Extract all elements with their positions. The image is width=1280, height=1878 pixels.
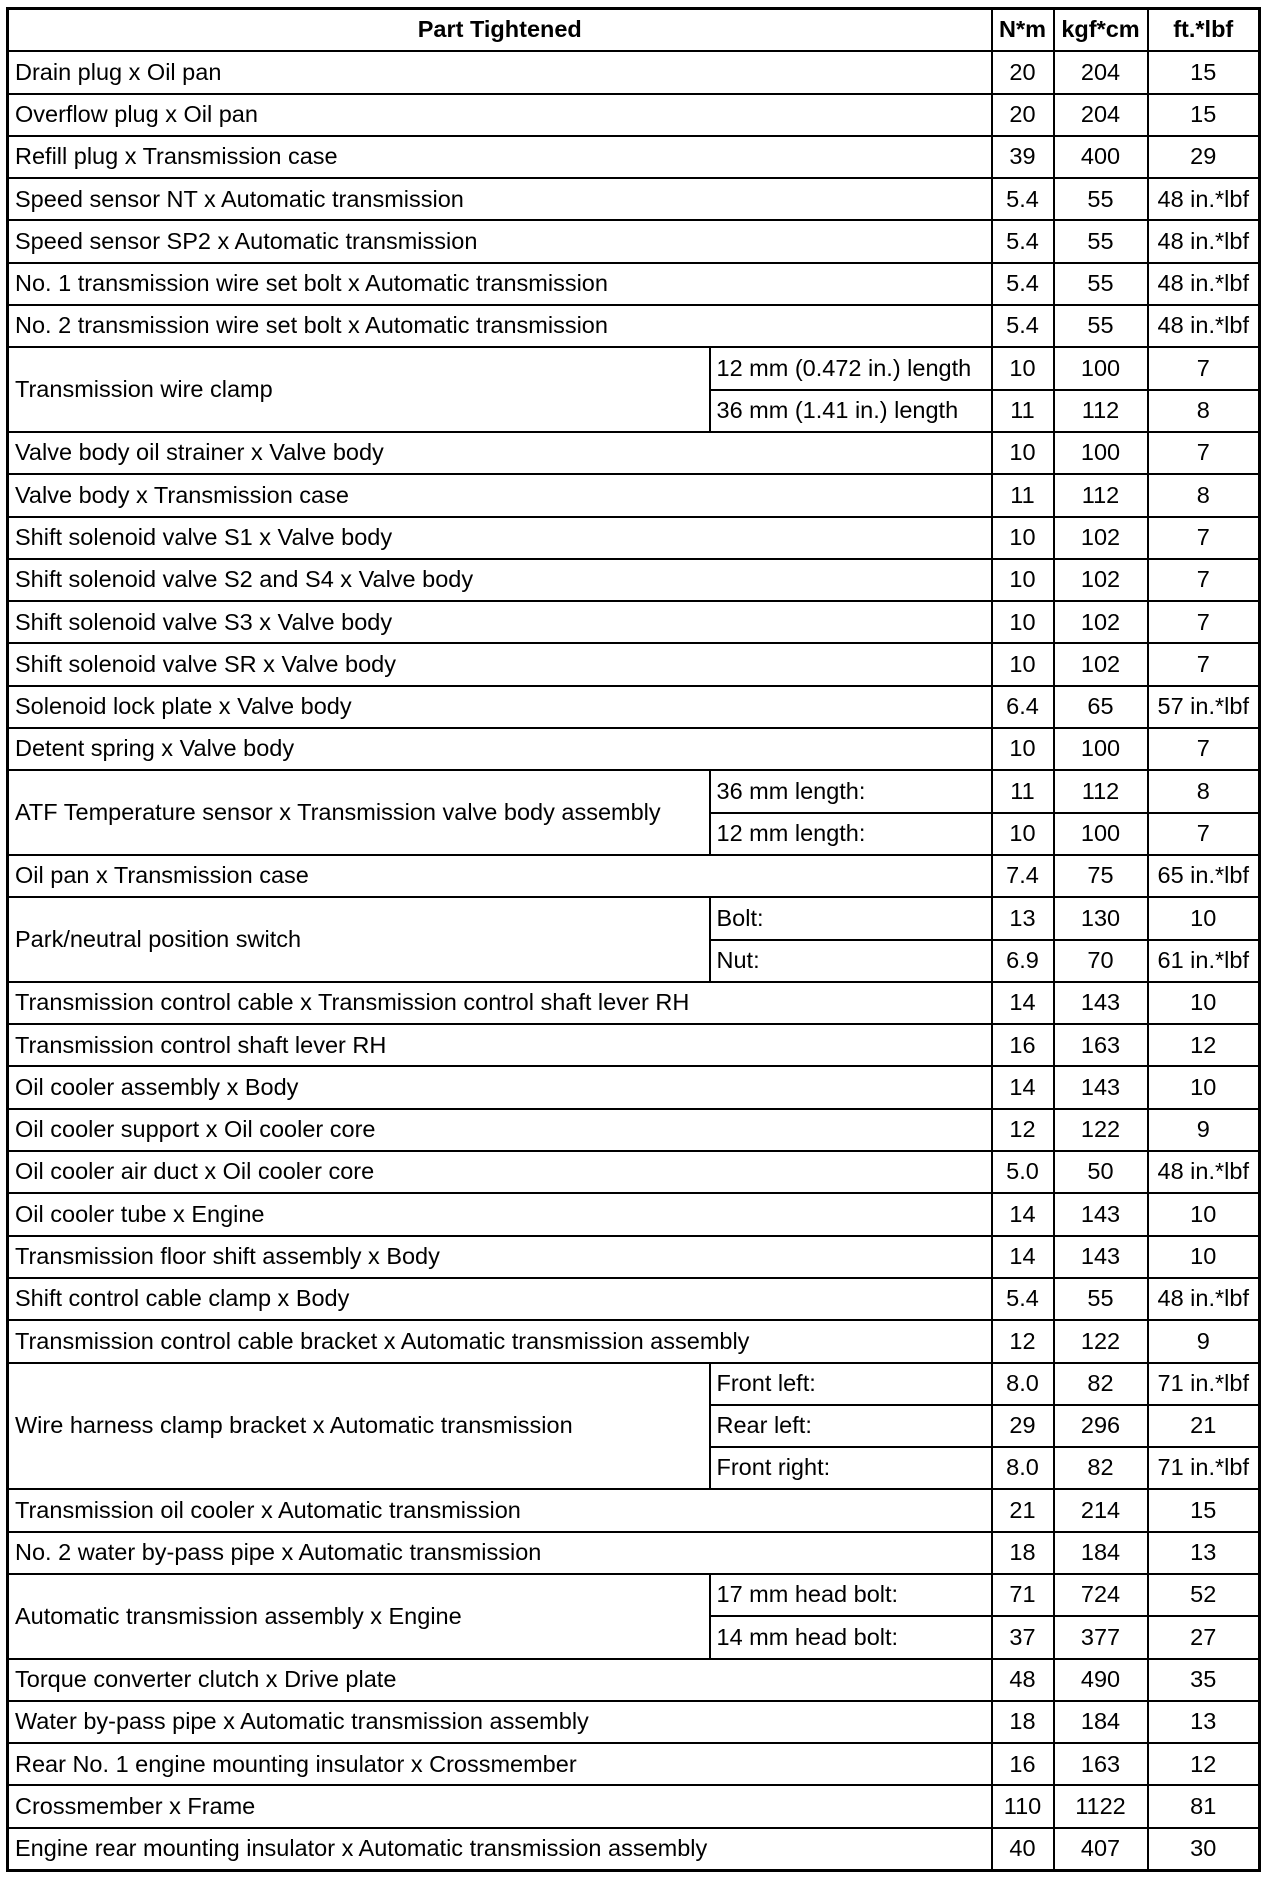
table-row [8,559,1260,601]
table-row [8,1701,1260,1743]
part-name-cell: Shift solenoid valve S2 and S4 x Valve body [8,559,992,601]
table-row [8,178,1260,220]
part-name-cell: Rear No. 1 engine mounting insulator x Crossmember [8,1743,992,1785]
table-row [8,1066,1260,1108]
part-name-cell: Speed sensor NT x Automatic transmission [8,178,992,220]
nm-value-cell: 6.9 [992,940,1054,982]
table-row [8,220,1260,262]
condition-cell: Front right: [710,1447,992,1489]
nm-value-cell: 8.0 [992,1447,1054,1489]
kgf-cm-value-cell: 50 [1054,1151,1148,1193]
ft-lbf-value-cell: 15 [1148,51,1260,93]
ft-lbf-value-cell: 7 [1148,728,1260,770]
kgf-cm-value-cell: 143 [1054,1236,1148,1278]
kgf-cm-value-cell: 184 [1054,1701,1148,1743]
ft-lbf-value-cell: 65 in.*lbf [1148,855,1260,897]
kgf-cm-value-cell: 143 [1054,982,1148,1024]
kgf-cm-value-cell: 1122 [1054,1785,1148,1827]
nm-value-cell: 11 [992,474,1054,516]
kgf-cm-value-cell: 82 [1054,1363,1148,1405]
table-row [8,51,1260,93]
ft-lbf-value-cell: 15 [1148,1489,1260,1531]
condition-cell: Bolt: [710,897,992,939]
nm-value-cell: 40 [992,1828,1054,1871]
part-name-cell: Shift solenoid valve SR x Valve body [8,643,992,685]
table-row [8,728,1260,770]
condition-cell: Front left: [710,1363,992,1405]
part-name-cell: Transmission control cable bracket x Automatic transmission assembly [8,1320,992,1362]
kgf-cm-value-cell: 296 [1054,1405,1148,1447]
nm-value-cell: 5.4 [992,178,1054,220]
nm-value-cell: 20 [992,51,1054,93]
ft-lbf-value-cell: 7 [1148,601,1260,643]
part-name-cell: Refill plug x Transmission case [8,136,992,178]
kgf-cm-value-cell: 204 [1054,94,1148,136]
table-row [8,94,1260,136]
nm-value-cell: 5.4 [992,220,1054,262]
nm-value-cell: 10 [992,347,1054,389]
part-name-cell: Oil cooler support x Oil cooler core [8,1109,992,1151]
nm-value-cell: 14 [992,982,1054,1024]
ft-lbf-value-cell: 8 [1148,390,1260,432]
table-row [8,1024,1260,1066]
part-name-cell: Transmission control shaft lever RH [8,1024,992,1066]
ft-lbf-value-cell: 9 [1148,1320,1260,1362]
table-row [8,432,1260,474]
table-row [8,1785,1260,1827]
table-row [8,1363,1260,1405]
ft-lbf-value-cell: 81 [1148,1785,1260,1827]
ft-lbf-value-cell: 27 [1148,1616,1260,1658]
nm-value-cell: 14 [992,1066,1054,1108]
kgf-cm-value-cell: 163 [1054,1743,1148,1785]
part-name-cell: Water by-pass pipe x Automatic transmission assembly [8,1701,992,1743]
ft-lbf-value-cell: 15 [1148,94,1260,136]
part-name-cell: Crossmember x Frame [8,1785,992,1827]
ft-lbf-value-cell: 7 [1148,643,1260,685]
ft-lbf-value-cell: 10 [1148,982,1260,1024]
ft-lbf-value-cell: 8 [1148,770,1260,812]
kgf-cm-value-cell: 100 [1054,728,1148,770]
part-name-cell: Valve body x Transmission case [8,474,992,516]
ft-lbf-value-cell: 48 in.*lbf [1148,1151,1260,1193]
nm-value-cell: 48 [992,1659,1054,1701]
kgf-cm-value-cell: 100 [1054,432,1148,474]
kgf-cm-value-cell: 143 [1054,1066,1148,1108]
part-name-cell: No. 2 water by-pass pipe x Automatic transmission [8,1532,992,1574]
nm-value-cell: 16 [992,1024,1054,1066]
ft-lbf-value-cell: 13 [1148,1701,1260,1743]
ft-lbf-value-cell: 48 in.*lbf [1148,178,1260,220]
nm-value-cell: 11 [992,390,1054,432]
part-name-cell: Overflow plug x Oil pan [8,94,992,136]
table-row [8,1151,1260,1193]
ft-lbf-value-cell: 7 [1148,432,1260,474]
nm-value-cell: 10 [992,432,1054,474]
torque-spec-sheet [6,7,1258,1868]
header-nm: N*m [992,9,1054,52]
table-row [8,770,1260,812]
ft-lbf-value-cell: 7 [1148,347,1260,389]
table-row [8,1574,1260,1616]
part-name-cell: Wire harness clamp bracket x Automatic transmission [8,1363,710,1490]
table-row [8,601,1260,643]
part-name-cell: No. 1 transmission wire set bolt x Automatic transmission [8,263,992,305]
part-name-cell: Solenoid lock plate x Valve body [8,686,992,728]
nm-value-cell: 71 [992,1574,1054,1616]
ft-lbf-value-cell: 10 [1148,1066,1260,1108]
nm-value-cell: 14 [992,1193,1054,1235]
nm-value-cell: 5.4 [992,305,1054,347]
table-row [8,1828,1260,1871]
part-name-cell: Shift solenoid valve S1 x Valve body [8,517,992,559]
nm-value-cell: 10 [992,559,1054,601]
part-name-cell: Transmission control cable x Transmission control shaft lever RH [8,982,992,1024]
part-name-cell: Oil pan x Transmission case [8,855,992,897]
ft-lbf-value-cell: 8 [1148,474,1260,516]
ft-lbf-value-cell: 10 [1148,1193,1260,1235]
ft-lbf-value-cell: 48 in.*lbf [1148,1278,1260,1320]
nm-value-cell: 10 [992,517,1054,559]
nm-value-cell: 39 [992,136,1054,178]
part-name-cell: Detent spring x Valve body [8,728,992,770]
header-part-tightened: Part Tightened [8,9,992,52]
ft-lbf-value-cell: 57 in.*lbf [1148,686,1260,728]
kgf-cm-value-cell: 377 [1054,1616,1148,1658]
ft-lbf-value-cell: 10 [1148,1236,1260,1278]
part-name-cell: Valve body oil strainer x Valve body [8,432,992,474]
kgf-cm-value-cell: 65 [1054,686,1148,728]
ft-lbf-value-cell: 10 [1148,897,1260,939]
part-name-cell: ATF Temperature sensor x Transmission valve body assembly [8,770,710,855]
nm-value-cell: 12 [992,1320,1054,1362]
ft-lbf-value-cell: 12 [1148,1743,1260,1785]
kgf-cm-value-cell: 204 [1054,51,1148,93]
table-row [8,1659,1260,1701]
table-row [8,686,1260,728]
ft-lbf-value-cell: 7 [1148,559,1260,601]
kgf-cm-value-cell: 112 [1054,390,1148,432]
part-name-cell: Engine rear mounting insulator x Automatic transmission assembly [8,1828,992,1871]
nm-value-cell: 21 [992,1489,1054,1531]
condition-cell: 14 mm head bolt: [710,1616,992,1658]
table-row [8,305,1260,347]
nm-value-cell: 6.4 [992,686,1054,728]
nm-value-cell: 5.4 [992,263,1054,305]
nm-value-cell: 37 [992,1616,1054,1658]
part-name-cell: Park/neutral position switch [8,897,710,982]
kgf-cm-value-cell: 100 [1054,347,1148,389]
kgf-cm-value-cell: 55 [1054,178,1148,220]
condition-cell: 17 mm head bolt: [710,1574,992,1616]
table-row [8,1320,1260,1362]
kgf-cm-value-cell: 163 [1054,1024,1148,1066]
part-name-cell: Shift control cable clamp x Body [8,1278,992,1320]
part-name-cell: Transmission floor shift assembly x Body [8,1236,992,1278]
condition-cell: Rear left: [710,1405,992,1447]
kgf-cm-value-cell: 55 [1054,263,1148,305]
kgf-cm-value-cell: 130 [1054,897,1148,939]
table-row [8,643,1260,685]
table-row [8,263,1260,305]
table-row [8,897,1260,939]
table-row [8,982,1260,1024]
kgf-cm-value-cell: 55 [1054,305,1148,347]
ft-lbf-value-cell: 71 in.*lbf [1148,1447,1260,1489]
header-ft-lbf: ft.*lbf [1148,9,1260,52]
ft-lbf-value-cell: 7 [1148,813,1260,855]
ft-lbf-value-cell: 7 [1148,517,1260,559]
ft-lbf-value-cell: 30 [1148,1828,1260,1871]
table-row [8,1193,1260,1235]
table-row [8,1236,1260,1278]
nm-value-cell: 18 [992,1701,1054,1743]
nm-value-cell: 13 [992,897,1054,939]
part-name-cell: Oil cooler tube x Engine [8,1193,992,1235]
ft-lbf-value-cell: 48 in.*lbf [1148,220,1260,262]
ft-lbf-value-cell: 61 in.*lbf [1148,940,1260,982]
kgf-cm-value-cell: 102 [1054,559,1148,601]
ft-lbf-value-cell: 13 [1148,1532,1260,1574]
table-row [8,1278,1260,1320]
nm-value-cell: 10 [992,643,1054,685]
kgf-cm-value-cell: 102 [1054,601,1148,643]
table-row [8,1743,1260,1785]
part-name-cell: Oil cooler assembly x Body [8,1066,992,1108]
part-name-cell: Transmission oil cooler x Automatic transmission [8,1489,992,1531]
nm-value-cell: 29 [992,1405,1054,1447]
part-name-cell: Transmission wire clamp [8,347,710,432]
nm-value-cell: 18 [992,1532,1054,1574]
kgf-cm-value-cell: 724 [1054,1574,1148,1616]
header-kgf-cm: kgf*cm [1054,9,1148,52]
nm-value-cell: 10 [992,728,1054,770]
kgf-cm-value-cell: 102 [1054,643,1148,685]
nm-value-cell: 12 [992,1109,1054,1151]
part-name-cell: Torque converter clutch x Drive plate [8,1659,992,1701]
part-name-cell: No. 2 transmission wire set bolt x Automatic transmission [8,305,992,347]
kgf-cm-value-cell: 400 [1054,136,1148,178]
condition-cell: 12 mm (0.472 in.) length [710,347,992,389]
nm-value-cell: 14 [992,1236,1054,1278]
kgf-cm-value-cell: 70 [1054,940,1148,982]
kgf-cm-value-cell: 122 [1054,1320,1148,1362]
ft-lbf-value-cell: 12 [1148,1024,1260,1066]
part-name-cell: Drain plug x Oil pan [8,51,992,93]
ft-lbf-value-cell: 29 [1148,136,1260,178]
kgf-cm-value-cell: 112 [1054,770,1148,812]
torque-spec-table [6,7,1261,1872]
condition-cell: 36 mm (1.41 in.) length [710,390,992,432]
kgf-cm-value-cell: 102 [1054,517,1148,559]
ft-lbf-value-cell: 48 in.*lbf [1148,263,1260,305]
nm-value-cell: 5.4 [992,1278,1054,1320]
kgf-cm-value-cell: 75 [1054,855,1148,897]
kgf-cm-value-cell: 55 [1054,220,1148,262]
table-row [8,1489,1260,1531]
condition-cell: Nut: [710,940,992,982]
nm-value-cell: 110 [992,1785,1054,1827]
nm-value-cell: 8.0 [992,1363,1054,1405]
kgf-cm-value-cell: 100 [1054,813,1148,855]
nm-value-cell: 10 [992,813,1054,855]
kgf-cm-value-cell: 407 [1054,1828,1148,1871]
nm-value-cell: 7.4 [992,855,1054,897]
ft-lbf-value-cell: 35 [1148,1659,1260,1701]
kgf-cm-value-cell: 82 [1054,1447,1148,1489]
kgf-cm-value-cell: 490 [1054,1659,1148,1701]
part-name-cell: Speed sensor SP2 x Automatic transmission [8,220,992,262]
table-row [8,1532,1260,1574]
nm-value-cell: 16 [992,1743,1054,1785]
table-row [8,136,1260,178]
part-name-cell: Shift solenoid valve S3 x Valve body [8,601,992,643]
nm-value-cell: 20 [992,94,1054,136]
condition-cell: 36 mm length: [710,770,992,812]
nm-value-cell: 10 [992,601,1054,643]
ft-lbf-value-cell: 21 [1148,1405,1260,1447]
table-row [8,855,1260,897]
condition-cell: 12 mm length: [710,813,992,855]
header-row [8,9,1260,52]
kgf-cm-value-cell: 112 [1054,474,1148,516]
kgf-cm-value-cell: 122 [1054,1109,1148,1151]
nm-value-cell: 5.0 [992,1151,1054,1193]
ft-lbf-value-cell: 71 in.*lbf [1148,1363,1260,1405]
kgf-cm-value-cell: 184 [1054,1532,1148,1574]
kgf-cm-value-cell: 214 [1054,1489,1148,1531]
ft-lbf-value-cell: 52 [1148,1574,1260,1616]
part-name-cell: Automatic transmission assembly x Engine [8,1574,710,1659]
kgf-cm-value-cell: 143 [1054,1193,1148,1235]
table-row [8,347,1260,389]
ft-lbf-value-cell: 48 in.*lbf [1148,305,1260,347]
table-row [8,474,1260,516]
ft-lbf-value-cell: 9 [1148,1109,1260,1151]
kgf-cm-value-cell: 55 [1054,1278,1148,1320]
part-name-cell: Oil cooler air duct x Oil cooler core [8,1151,992,1193]
nm-value-cell: 11 [992,770,1054,812]
table-row [8,517,1260,559]
table-row [8,1109,1260,1151]
